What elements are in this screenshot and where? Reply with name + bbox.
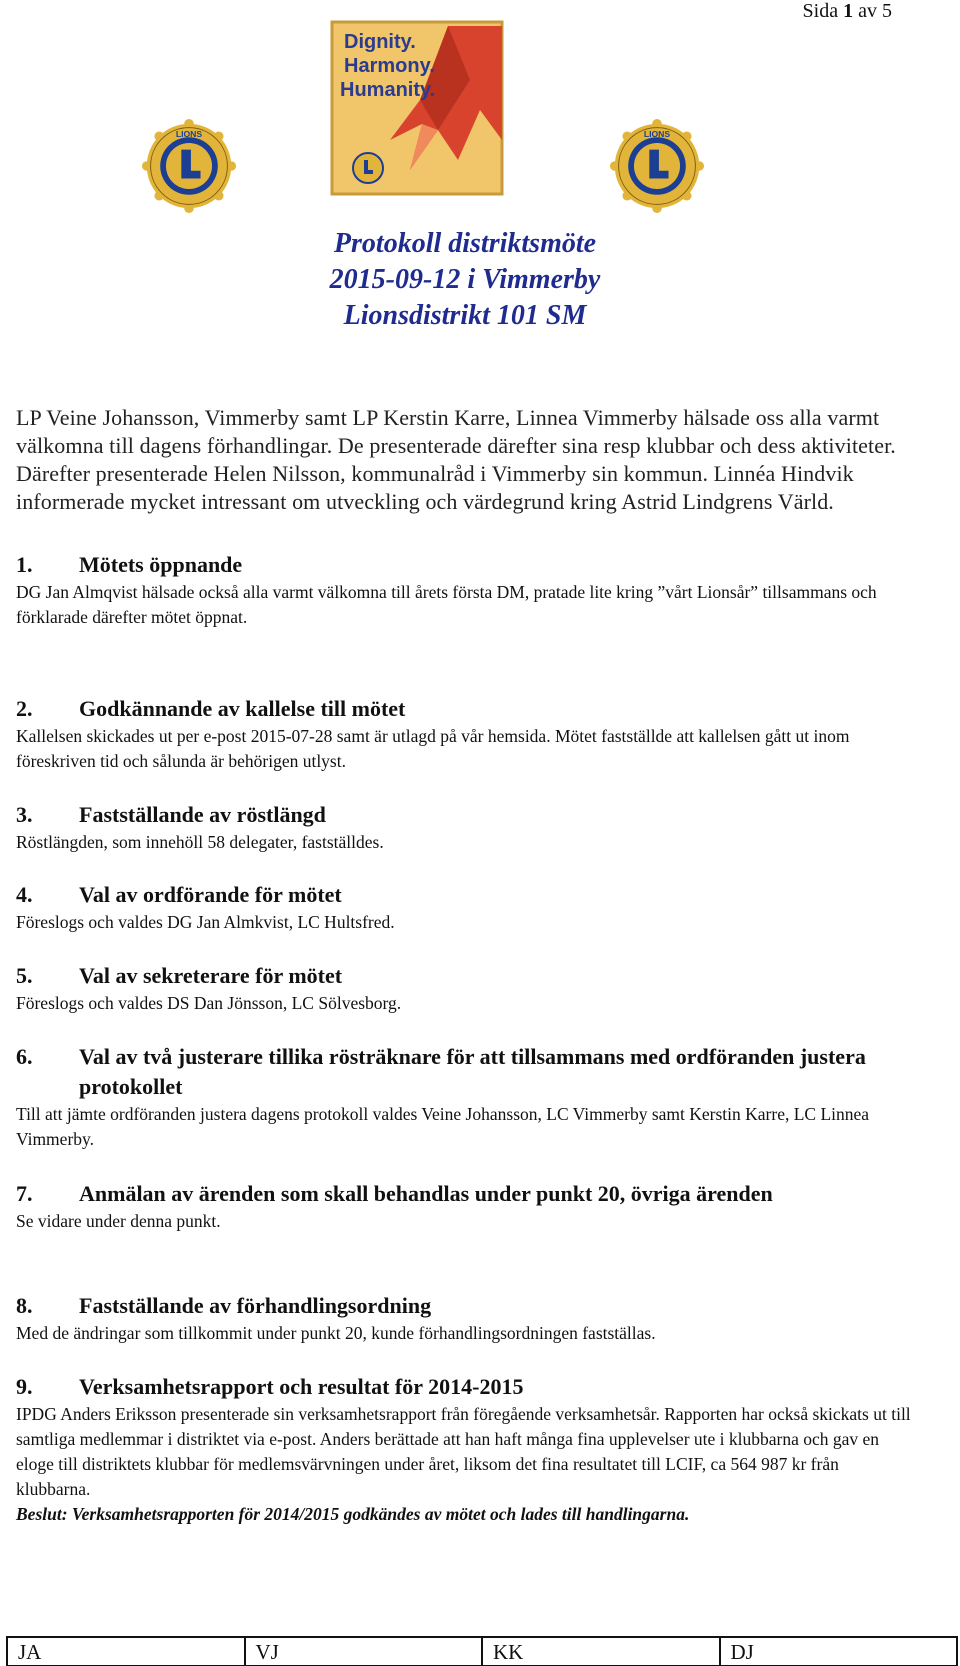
section-7 [16, 1179, 916, 1234]
section-title: Verksamhetsrapport och resultat för 2014-2015 [79, 1374, 524, 1399]
section-body: Kallelsen skickades ut per e-post 2015-07-28 samt är utlagd på vår hemsida. Mötet fastställde att kallelsen gått ut inom föreskriven tid och sålunda är behörigen utlyst. [16, 726, 850, 771]
lions-international-logo-right [608, 118, 706, 214]
section-title: Fastställande av röstlängd [79, 802, 326, 827]
svg-text:LIONS: LIONS [643, 129, 671, 140]
section-body: Med de ändringar som tillkommit under punkt 20, kunde förhandlingsordningen fastställas. [16, 1323, 656, 1343]
section-1 [16, 550, 916, 630]
section-number: 4. [16, 882, 33, 907]
page-number-separator: av [858, 0, 877, 22]
section-8 [16, 1291, 916, 1346]
header-logos [0, 20, 960, 200]
section-body: DG Jan Almqvist hälsade också alla varmt välkomna till årets första DM, pratade lite kring ”vårt Lionsår” tillsammans och förklarade därefter mötet öppnat. [16, 582, 877, 627]
signature-cell: DJ [720, 1637, 958, 1666]
section-6 [16, 1042, 916, 1152]
signature-cell: JA [7, 1637, 245, 1666]
section-3 [16, 800, 916, 855]
document-title [0, 226, 930, 334]
page-number-current: 1 [843, 0, 854, 22]
page-number-total: 5 [882, 0, 892, 22]
section-number: 5. [16, 963, 33, 988]
title-line: Protokoll distriktsmöte [333, 228, 597, 259]
dignity-harmony-humanity-logo [330, 20, 504, 196]
page-number-prefix: Sida [802, 0, 839, 22]
svg-text:Humanity.: Humanity. [340, 79, 436, 101]
section-number: 8. [16, 1293, 33, 1318]
section-body: Till att jämte ordföranden justera dagens protokoll valdes Veine Johansson, LC Vimmerby samt Kerstin Karre, LC Linnea Vimmerby. [16, 1104, 870, 1149]
title-line: 2015-09-12 i Vimmerby [329, 264, 601, 295]
section-title: Anmälan av ärenden som skall behandlas under punkt 20, övriga ärenden [79, 1181, 773, 1206]
section-9 [16, 1372, 916, 1527]
section-body: Röstlängden, som innehöll 58 delegater, fastställdes. [16, 832, 384, 852]
title-line: Lionsdistrikt 101 SM [343, 300, 587, 331]
section-number: 9. [16, 1374, 33, 1399]
section-body: Föreslogs och valdes DS Dan Jönsson, LC Sölvesborg. [16, 993, 402, 1013]
section-number: 2. [16, 696, 33, 721]
section-title: Val av två justerare tillika rösträknare för att tillsammans med ordföranden justera protokollet [79, 1044, 866, 1099]
section-number: 6. [16, 1044, 33, 1069]
intro-paragraph: LP Veine Johansson, Vimmerby samt LP Kerstin Karre, Linnea Vimmerby hälsade oss alla varmt välkomna till dagens förhandlingar. De presenterade därefter sina resp klubbar och dess aktiviteter. Därefter presenterade Helen Nilsson, kommunalråd i Vimmerby sin kommun. Linnéa Hindvik informerade mycket intressant om utveckling och värdegrund kring Astrid Lindgrens Värld. [16, 405, 896, 514]
section-body: Föreslogs och valdes DG Jan Almkvist, LC Hultsfred. [16, 912, 395, 932]
section-title: Fastställande av förhandlingsordning [79, 1293, 432, 1318]
section-number: 1. [16, 552, 33, 577]
svg-text:LIONS: LIONS [175, 129, 203, 140]
lions-international-logo-left [140, 118, 238, 214]
section-title: Godkännande av kallelse till mötet [79, 696, 406, 721]
section-title: Val av sekreterare för mötet [79, 963, 343, 988]
section-number: 3. [16, 802, 33, 827]
signature-cell: KK [482, 1637, 720, 1666]
section-number: 7. [16, 1181, 33, 1206]
section-title: Mötets öppnande [79, 552, 243, 577]
decision-text: Beslut: Verksamhetsrapporten för 2014/2015 godkändes av mötet och lades till handlingarna. [16, 1504, 690, 1524]
svg-text:Harmony.: Harmony. [344, 55, 435, 77]
section-4 [16, 880, 916, 935]
signature-cell: VJ [245, 1637, 483, 1666]
section-5 [16, 961, 916, 1016]
section-title: Val av ordförande för mötet [79, 882, 342, 907]
section-body: IPDG Anders Eriksson presenterade sin verksamhetsrapport från föregående verksamhetsår. Rapporten har också skickats ut till samtliga medlemmar i distriktet via e-post. Anders berättade att han haft många fina upplevelser ute i klubbarna och gav en eloge till distriktets klubbar för medlemsvärvningen under året, liksom det fina resultatet till LCIF, ca 564 987 kr från klubbarna. [16, 1404, 911, 1499]
section-body: Se vidare under denna punkt. [16, 1211, 221, 1231]
initials-signature-table [6, 1636, 958, 1666]
svg-text:Dignity.: Dignity. [344, 31, 416, 53]
section-2 [16, 694, 916, 774]
